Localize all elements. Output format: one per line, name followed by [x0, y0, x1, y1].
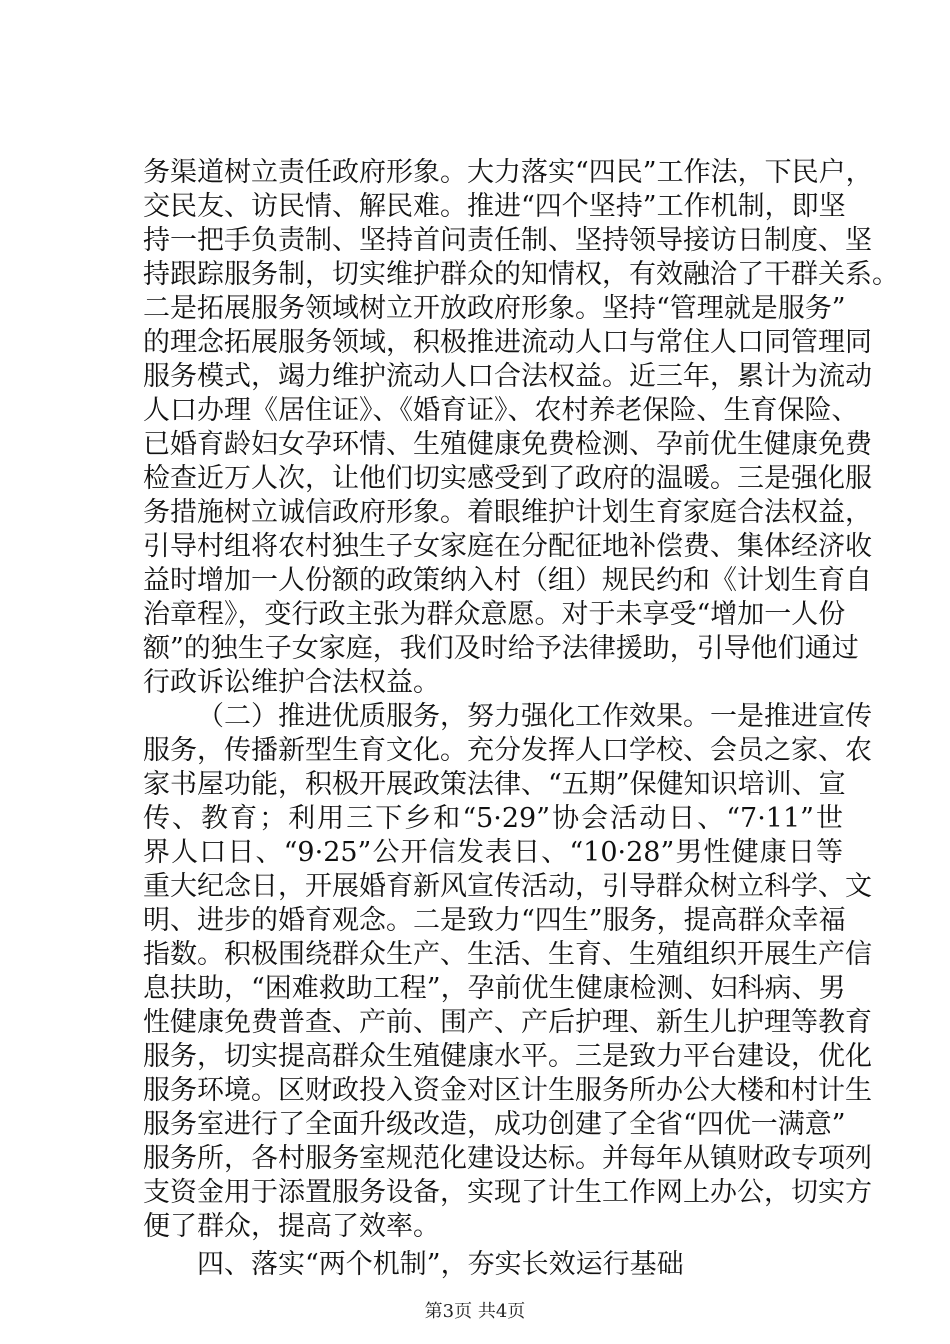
text-line: 交民友、访民情、解民难。推进“四个坚持”工作机制，即坚: [143, 191, 846, 222]
text-line: 人口办理《居住证》、《婚育证》、农村养老保险、生育保险、: [143, 395, 859, 426]
text-line: 持一把手负责制、坚持首问责任制、坚持领导接访日制度、坚: [143, 225, 872, 256]
text-line: 明、进步的婚育观念。二是致力“四生”服务，提高群众幸福: [143, 905, 846, 936]
text-line: 持跟踪服务制，切实维护群众的知情权，有效融洽了干群关系。: [143, 259, 899, 290]
text-line: 服务所，各村服务室规范化建设达标。并每年从镇财政专项列: [143, 1143, 872, 1174]
text-line: 传、教育；利用三下乡和“5·29”协会活动日、“7·11”世: [143, 803, 843, 834]
text-line: 服务模式，竭力维护流动人口合法权益。近三年，累计为流动: [143, 361, 872, 392]
text-line: 家书屋功能，积极开展政策法律、“五期”保健知识培训、宣: [143, 769, 846, 800]
text-line: 支资金用于添置服务设备，实现了计生工作网上办公，切实方: [143, 1177, 872, 1208]
text-line: 重大纪念日，开展婚育新风宣传活动，引导群众树立科学、文: [143, 871, 872, 902]
text-line: 务渠道树立责任政府形象。大力落实“四民”工作法，下民户，: [143, 157, 873, 188]
text-line: 治章程》，变行政主张为群众意愿。对于未享受“增加一人份: [143, 599, 846, 630]
text-line: 性健康免费普查、产前、围产、产后护理、新生儿护理等教育: [143, 1007, 872, 1038]
text-line: 界人口日、“9·25”公开信发表日、“10·28”男性健康日等: [143, 837, 843, 868]
text-line: 指数。积极围绕群众生产、生活、生育、生殖组织开展生产信: [143, 939, 872, 970]
section-heading: 四、落实“两个机制”，夯实长效运行基础: [197, 1249, 684, 1280]
text-line: 服务环境。区财政投入资金对区计生服务所办公大楼和村计生: [143, 1075, 872, 1106]
text-line: 额”的独生子女家庭，我们及时给予法律援助，引导他们通过: [143, 633, 859, 664]
text-line: 务措施树立诚信政府形象。着眼维护计划生育家庭合法权益，: [143, 497, 872, 528]
text-line: 已婚育龄妇女孕环情、生殖健康免费检测、孕前优生健康免费: [143, 429, 872, 460]
text-line: 服务，切实提高群众生殖健康水平。三是致力平台建设，优化: [143, 1041, 872, 1072]
text-line: 的理念拓展服务领域，积极推进流动人口与常住人口同管理同: [143, 327, 872, 358]
text-line: 引导村组将农村独生子女家庭在分配征地补偿费、集体经济收: [143, 531, 872, 562]
text-line: 益时增加一人份额的政策纳入村（组）规民约和《计划生育自: [143, 565, 872, 596]
text-line: 便了群众，提高了效率。: [143, 1211, 440, 1242]
text-line: 息扶助，“困难救助工程”，孕前优生健康检测、妇科病、男: [143, 973, 846, 1004]
text-line: 检查近万人次，让他们切实感受到了政府的温暖。三是强化服: [143, 463, 872, 494]
text-line: 二是拓展服务领域树立开放政府形象。坚持“管理就是服务”: [143, 293, 846, 324]
page-footer: 第3页 共4页: [424, 1301, 526, 1322]
text-line: 行政诉讼维护合法权益。: [143, 667, 440, 698]
paragraph-heading-line: （二）推进优质服务，努力强化工作效果。一是推进宣传: [197, 701, 872, 732]
text-line: 服务室进行了全面升级改造，成功创建了全省“四优一满意”: [143, 1109, 846, 1140]
text-line: 服务，传播新型生育文化。充分发挥人口学校、会员之家、农: [143, 735, 872, 766]
